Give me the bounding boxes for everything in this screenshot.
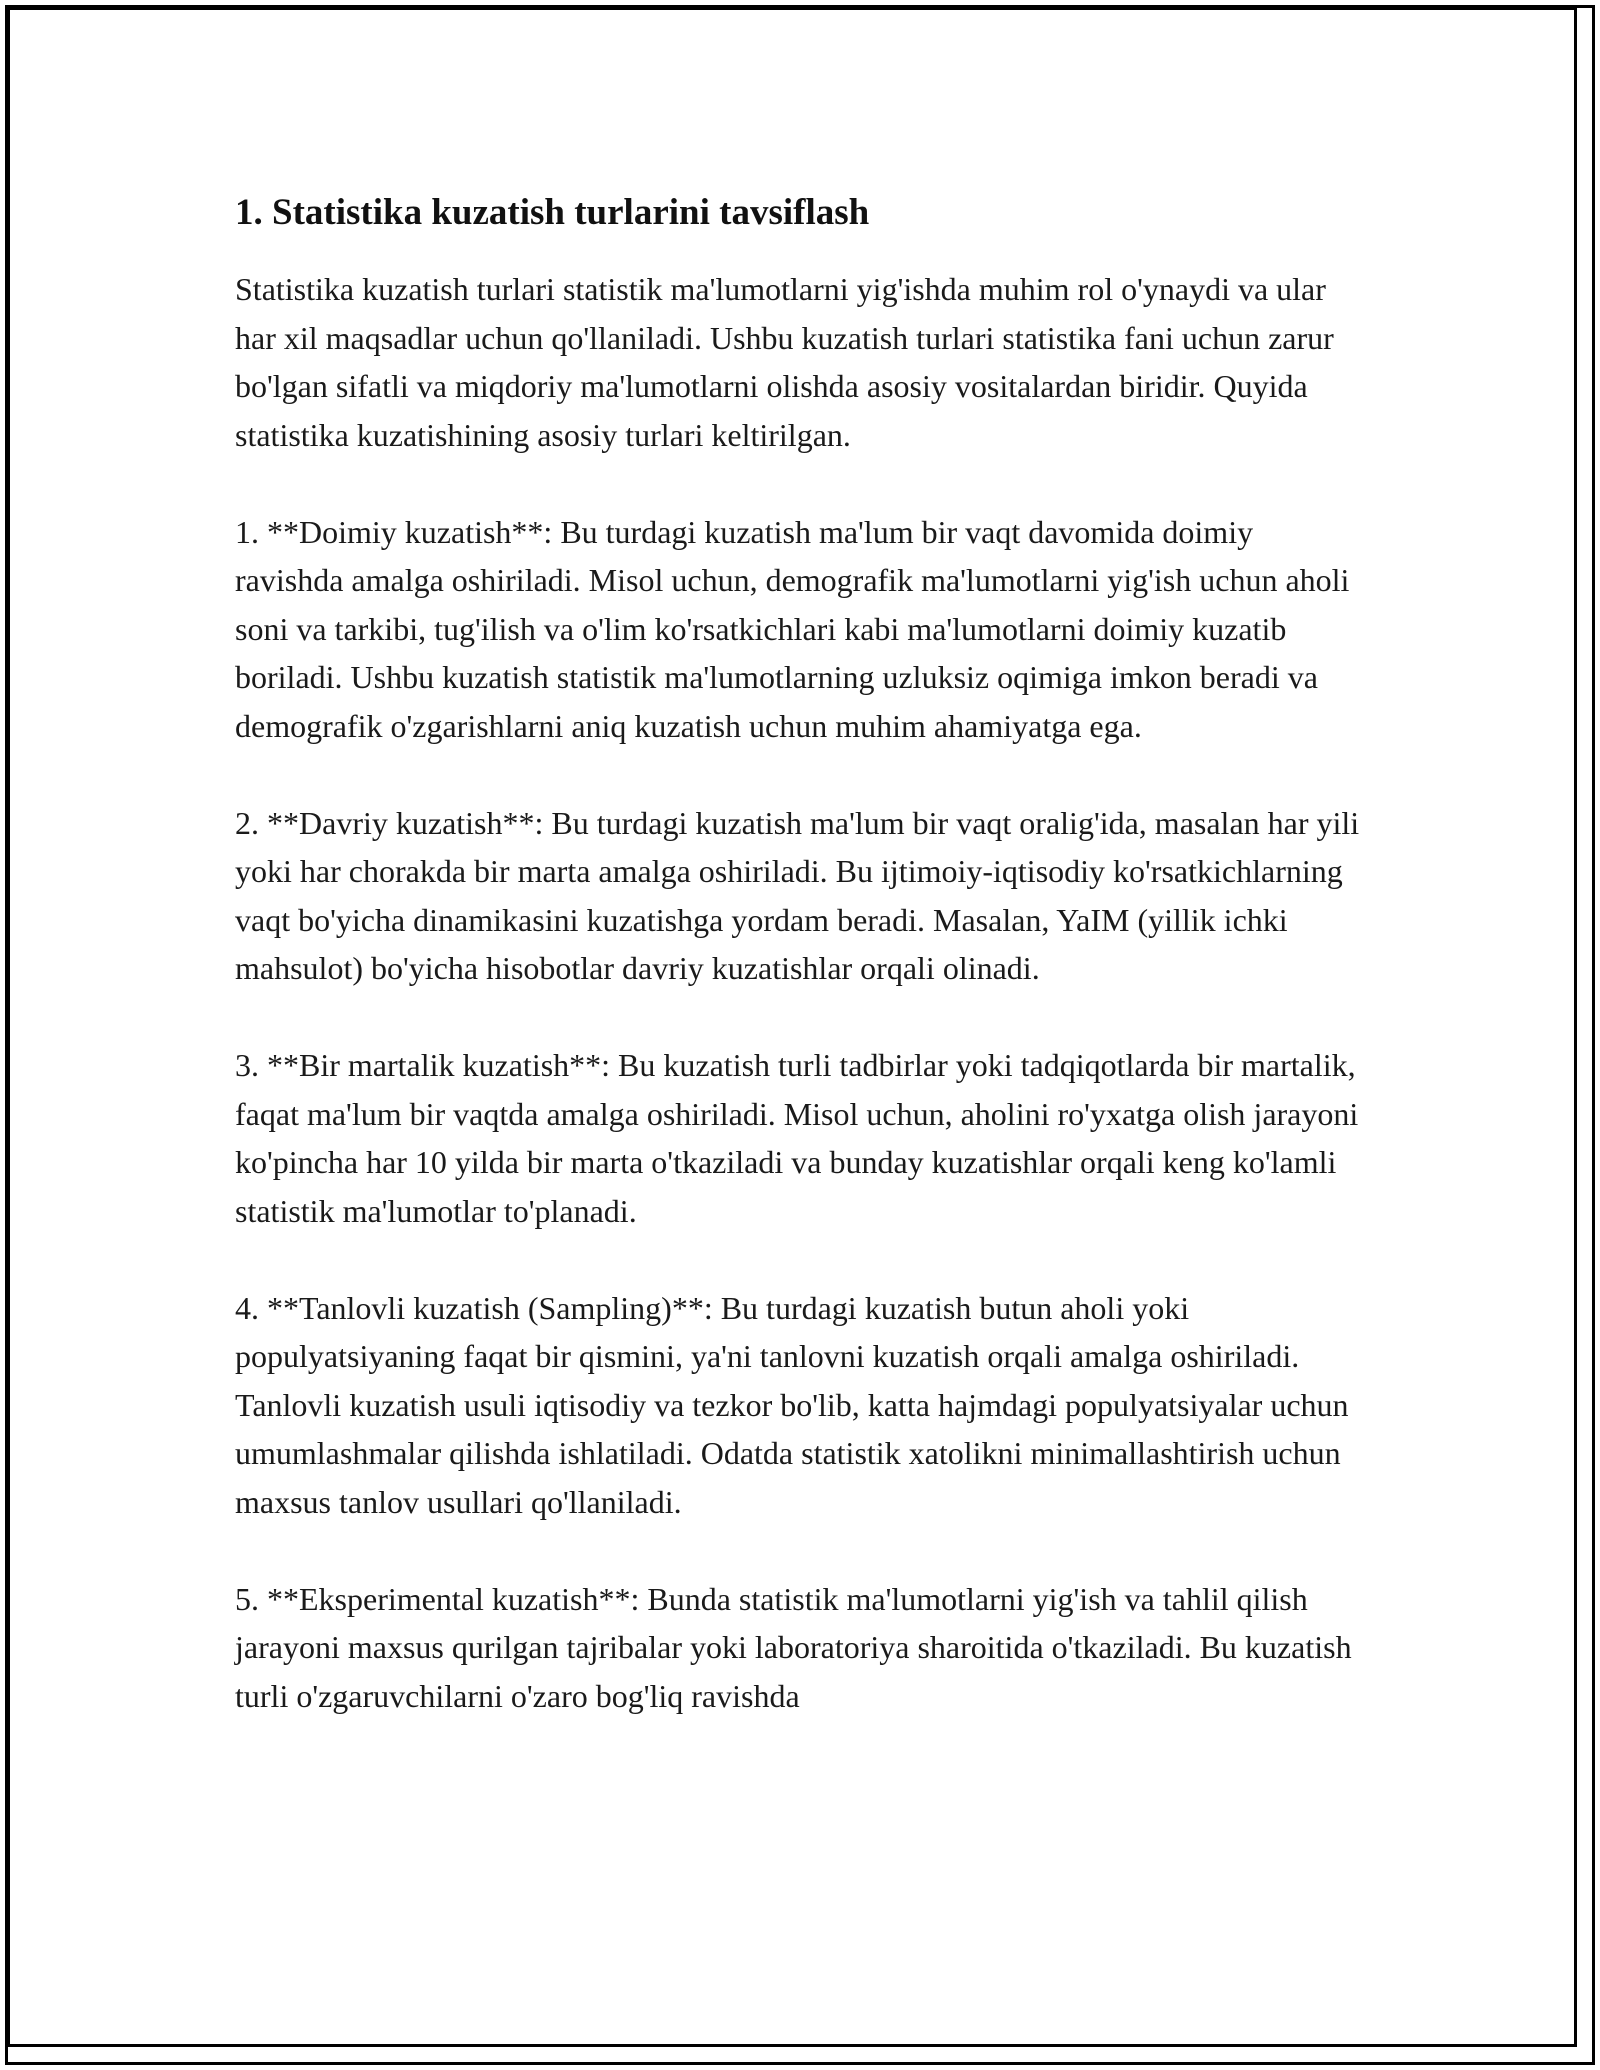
paragraph-bir-martalik-kuzatish: 3. **Bir martalik kuzatish**: Bu kuzatish turli tadbirlar yoki tadqiqotlarda bir martalik, faqat ma'lum bir vaqtda amalga oshiriladi. Misol uchun, aholini ro'yxatga olish jarayoni ko'pincha har 10 yilda bir marta o'tkaziladi va bunday kuzatishlar orqali keng ko'lamli statistik ma'lumotlar to'planadi. [235,1047,1359,1229]
paragraph-davriy-kuzatish: 2. **Davriy kuzatish**: Bu turdagi kuzatish ma'lum bir vaqt oralig'ida, masalan har yili yoki har chorakda bir marta amalga oshiriladi. Bu ijtimoiy-iqtisodiy ko'rsatkichlarning vaqt bo'yicha dinamikasini kuzatishga yordam beradi. Masalan, YaIM (yillik ichki mahsulot) bo'yicha hisobotlar davriy kuzatishlar orqali olinadi. [235,804,1360,986]
paragraph-tanlovli-kuzatish: 4. **Tanlovli kuzatish (Sampling)**: Bu turdagi kuzatish butun aholi yoki populyatsiyaning faqat bir qismini, ya'ni tanlovni kuzatish orqali amalga oshiriladi. Tanlovli kuzatish usuli iqtisodiy va tezkor bo'lib, katta hajmdagi populyatsiyalar uchun umumlashmalar qilishda ishlatiladi. Odatda statistik xatolikni minimallashtirish uchun maxsus tanlov usullari qo'llaniladi. [235,1289,1349,1520]
paragraph-doimiy-kuzatish: 1. **Doimiy kuzatish**: Bu turdagi kuzatish ma'lum bir vaqt davomida doimiy ravishda amalga oshiriladi. Misol uchun, demografik ma'lumotlarni yig'ish uchun aholi soni va tarkibi, tug'ilish va o'lim ko'rsatkichlari kabi ma'lumotlarni doimiy kuzatib boriladi. Ushbu kuzatish statistik ma'lumotlarning uzluksiz oqimiga imkon beradi va demografik o'zgarishlarni aniq kuzatish uchun muhim ahamiyatga ega. [235,513,1350,744]
document-title: 1. Statistika kuzatish turlarini tavsiflash [235,192,870,233]
document-body [235,185,1360,1769]
intro-paragraph: Statistika kuzatish turlari statistik ma'lumotlarni yig'ishda muhim rol o'ynaydi va ular har xil maqsadlar uchun qo'llaniladi. Ushbu kuzatish turlari statistika fani uchun zarur bo'lgan sifatli va miqdoriy ma'lumotlarni olishda asosiy vositalardan biridir. Quyida statistika kuzatishining asosiy turlari keltirilgan. [235,271,1334,453]
paragraph-eksperimental-kuzatish: 5. **Eksperimental kuzatish**: Bunda statistik ma'lumotlarni yig'ish va tahlil qilish jarayoni maxsus qurilgan tajribalar yoki laboratoriya sharoitida o'tkaziladi. Bu kuzatish turli o'zgaruvchilarni o'zaro bog'liq ravishda [235,1580,1352,1714]
